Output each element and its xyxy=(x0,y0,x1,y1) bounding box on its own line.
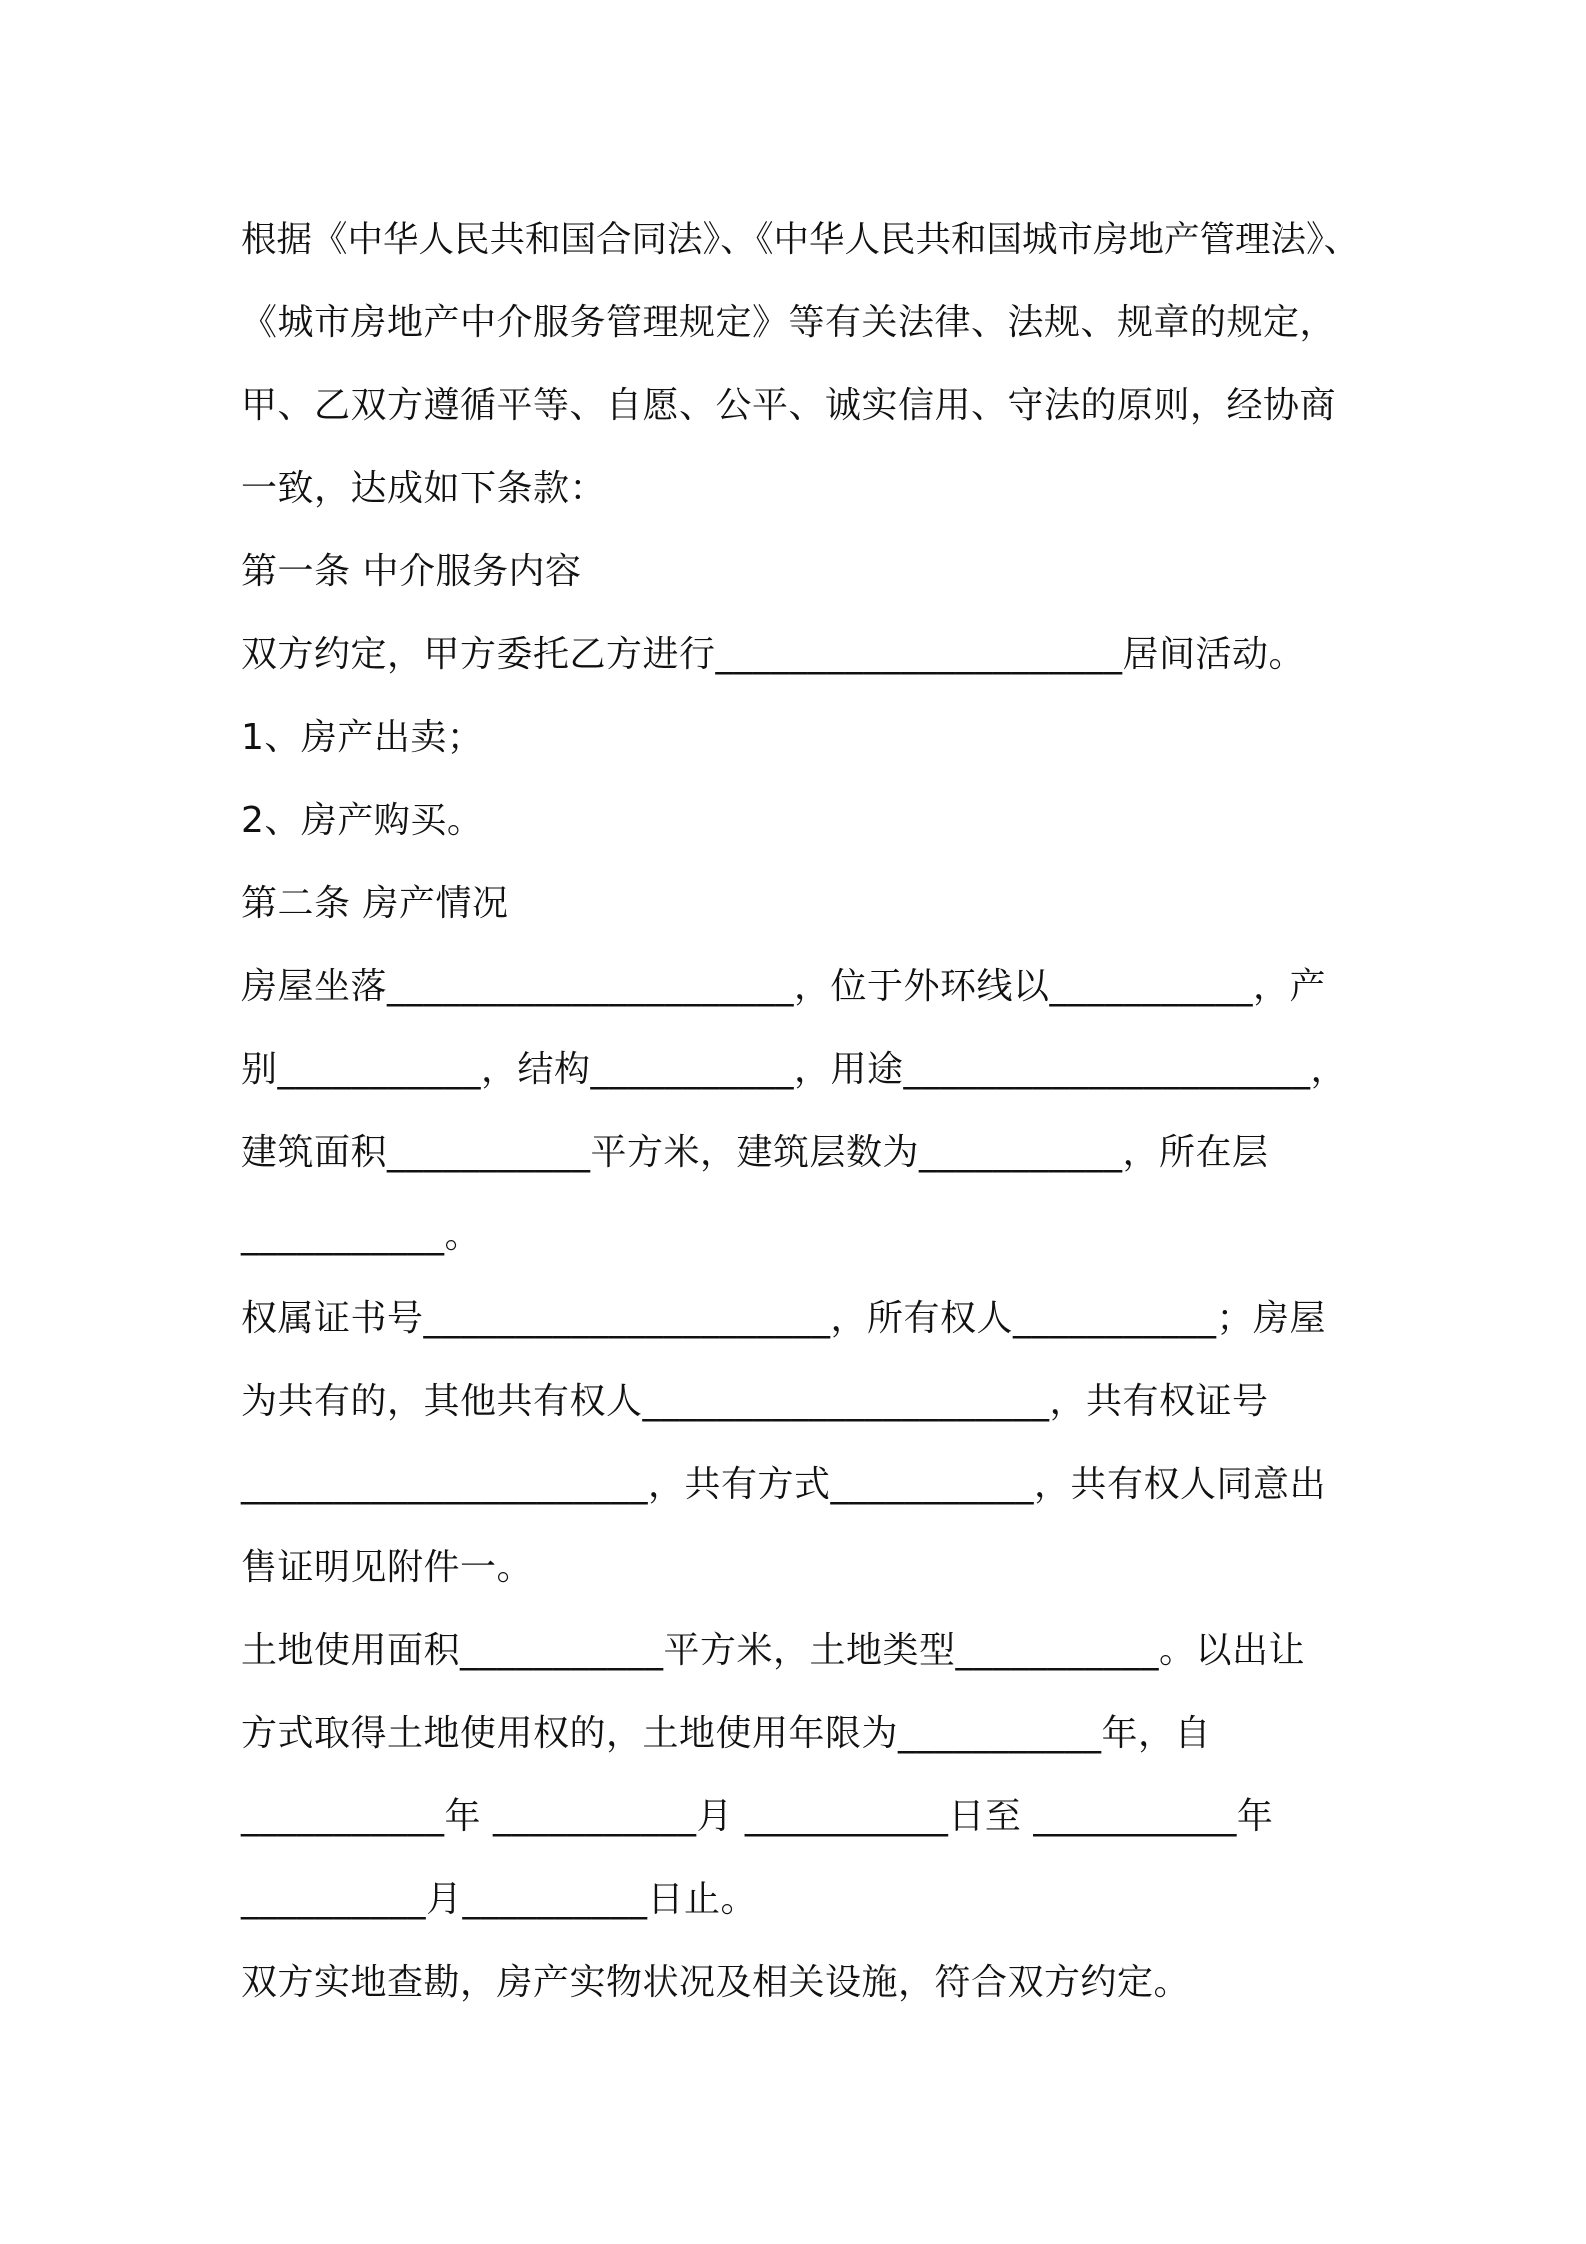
text-line-18: 土地使用面积___________平方米，土地类型___________。以出让 xyxy=(241,1630,1306,1671)
text-line-12: 建筑面积___________平方米，建筑层数为___________，所在层 xyxy=(241,1132,1269,1173)
text-line-22: 双方实地查勘，房产实物状况及相关设施，符合双方约定。 xyxy=(241,1962,1191,2003)
text-line-4: 一致，达成如下条款： xyxy=(241,468,607,509)
text-line-3: 甲、乙双方遵循平等、自愿、公平、诚实信用、守法的原则，经协商 xyxy=(241,385,1337,426)
text-line-15: 为共有的，其他共有权人______________________，共有权证号 xyxy=(241,1381,1269,1422)
text-line-16: ______________________，共有方式___________，共有权人同意出 xyxy=(241,1464,1327,1505)
text-line-2: 《城市房地产中介服务管理规定》等有关法律、法规、规章的规定， xyxy=(241,302,1337,343)
text-line-11: 别___________，结构___________，用途______________________， xyxy=(241,1049,1348,1090)
text-line-6: 双方约定，甲方委托乙方进行______________________居间活动。 xyxy=(241,634,1306,675)
text-line-19: 方式取得土地使用权的，土地使用年限为___________年，自 xyxy=(241,1713,1212,1754)
text-line-1: 根据《中华人民共和国合同法》、《中华人民共和国城市房地产管理法》、 xyxy=(241,219,1360,260)
text-line-13: ___________。 xyxy=(241,1215,482,1256)
list-item-1: 1、房产出卖； xyxy=(241,717,484,758)
section-heading-1: 第一条 中介服务内容 xyxy=(241,551,582,592)
text-line-21: __________月__________日止。 xyxy=(241,1879,758,1920)
text-line-20: ___________年 ___________月 ___________日至 ___________年 xyxy=(241,1796,1274,1837)
text-line-17: 售证明见附件一。 xyxy=(241,1547,534,1588)
section-heading-2: 第二条 房产情况 xyxy=(241,883,509,924)
list-item-2: 2、房产购买。 xyxy=(241,800,484,841)
text-line-14: 权属证书号______________________，所有权人___________；房屋 xyxy=(241,1298,1327,1339)
text-line-10: 房屋坐落______________________，位于外环线以___________，产 xyxy=(241,966,1327,1007)
